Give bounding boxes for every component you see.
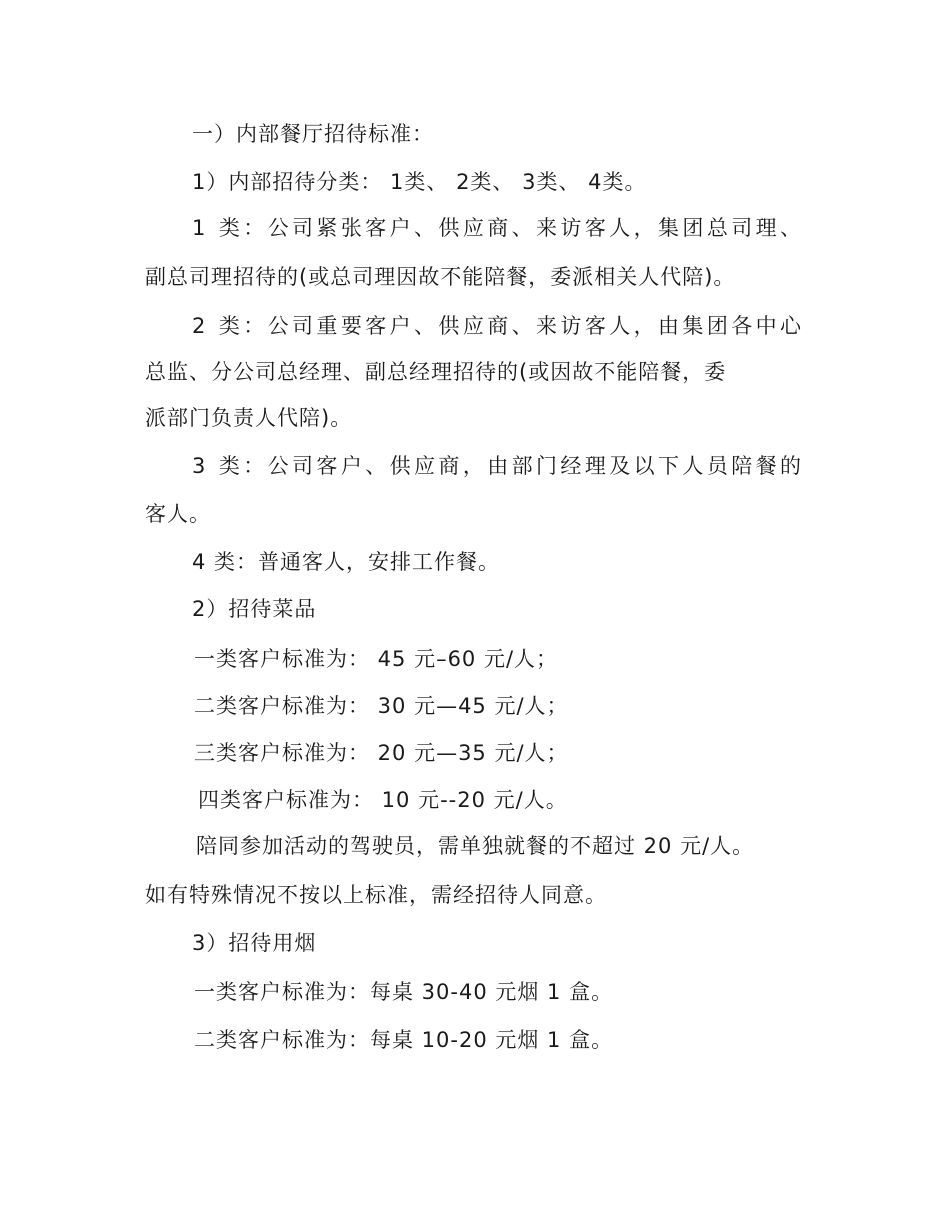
category-2-line-1: 2 类：公司重要客户、供应商、来访客人，由集团各中心 [192,314,805,338]
dishes-standard-3: 三类客户标准为： 20 元—35 元/人； [194,741,569,765]
category-4-line: 4 类：普通客人，安排工作餐。 [192,550,501,574]
cigarettes-standard-2: 二类客户标准为：每桌 10-20 元烟 1 盒。 [194,1028,614,1052]
dishes-standard-2: 二类客户标准为： 30 元—45 元/人； [194,694,569,718]
section-heading: 一）内部餐厅招待标准： [192,122,434,146]
dishes-standard-4: 四类客户标准为： 10 元--20 元/人。 [198,788,568,812]
category-3-line-1: 3 类：公司客户、供应商，由部门经理及以下人员陪餐的 [192,454,805,478]
category-list-line: 1）内部招待分类： 1类、 2类、 3类、 4类。 [192,170,647,194]
cigarettes-heading: 3）招待用烟 [192,931,317,955]
category-2-line-2: 总监、分公司总经理、副总经理招待的(或因故不能陪餐，委 [145,360,727,384]
driver-meal-line: 陪同参加活动的驾驶员，需单独就餐的不超过 20 元/人。 [196,834,755,858]
category-3-line-2: 客人。 [145,502,211,526]
special-case-line: 如有特殊情况不按以上标准，需经招待人同意。 [145,883,607,907]
dishes-standard-1: 一类客户标准为： 45 元–60 元/人； [194,647,559,671]
category-1-line-2: 副总司理招待的(或总司理因故不能陪餐，委派相关人代陪)。 [145,265,736,289]
category-2-line-3: 派部门负责人代陪)。 [145,406,353,430]
category-1-line-1: 1 类：公司紧张客户、供应商、来访客人，集团总司理、 [192,216,805,240]
cigarettes-standard-1: 一类客户标准为：每桌 30-40 元烟 1 盒。 [194,980,614,1004]
dishes-heading: 2）招待菜品 [192,597,317,621]
